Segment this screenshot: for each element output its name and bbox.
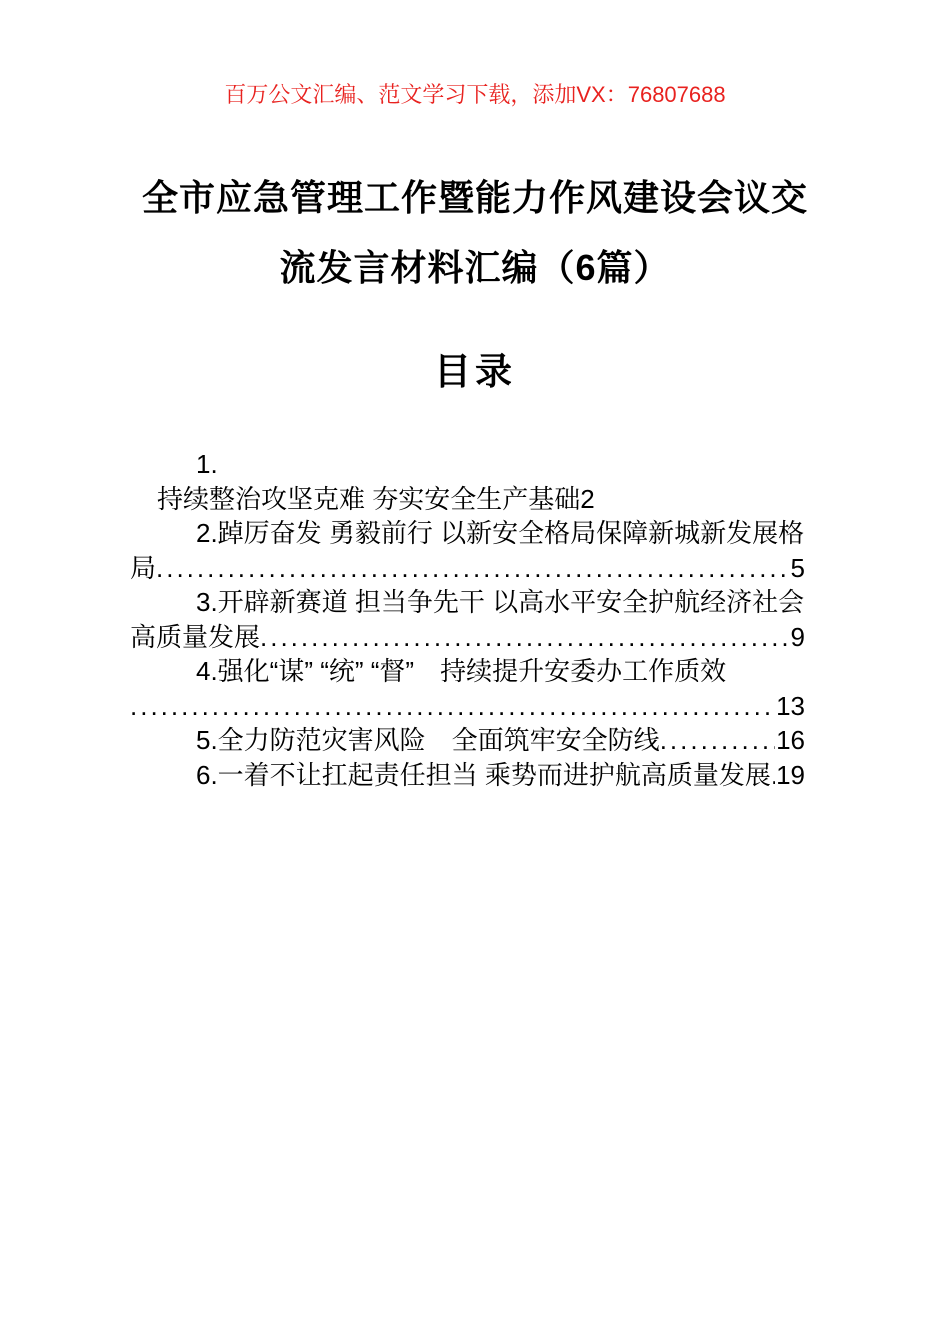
- document-title: [0, 163, 950, 303]
- toc-entry-5[interactable]: [130, 723, 805, 758]
- toc-entry-3-page-number: 9: [790, 621, 805, 652]
- toc-entry-6-page-number: 19: [776, 759, 805, 790]
- dot-leader: [130, 689, 775, 724]
- toc-entry-3-text: 高质量发展: [130, 621, 261, 652]
- dot-leader: [156, 551, 790, 586]
- toc-entry-1-title[interactable]: 持续整治攻坚克难 夯实安全生产基础2: [157, 483, 595, 514]
- toc-entry-4-line1[interactable]: 4.强化“谋” “统” “督” 持续提升安委办工作质效: [196, 656, 727, 686]
- toc-entry-5-page-number: 16: [776, 725, 805, 755]
- toc-heading: 目录: [434, 351, 516, 392]
- toc-entry-3-line1[interactable]: 3.开辟新赛道 担当争先干 以高水平安全护航经济社会: [196, 587, 805, 617]
- toc-entry-5-text: 5.全力防范灾害风险 全面筑牢安全防线: [196, 725, 660, 755]
- document-title-line2: 流发言材料汇编（6篇）: [279, 247, 671, 288]
- toc-entry-2-line1[interactable]: 2.踔厉奋发 勇毅前行 以新安全格局保障新城新发展格: [196, 518, 805, 548]
- dot-leader: [660, 723, 775, 758]
- toc-entry-4-page-number: 13: [776, 690, 805, 721]
- toc-entry-3-line2[interactable]: [130, 620, 805, 655]
- toc-list: [130, 447, 805, 792]
- toc-entry-6[interactable]: [130, 758, 805, 793]
- toc-entry-2-page-number: 5: [790, 552, 805, 583]
- toc-entry-6-text: 6.一着不让扛起责任担当 乘势而进护航高质量发展: [196, 759, 771, 790]
- document-title-line1: 全市应急管理工作暨能力作风建设会议交: [141, 177, 808, 218]
- toc-entry-2-text: 局: [130, 552, 157, 583]
- dot-leader: [260, 620, 790, 655]
- toc-entry-2-line2[interactable]: [130, 551, 805, 586]
- toc-entry-4-line2[interactable]: [130, 689, 805, 724]
- promo-banner: 百万公文汇编、范文学习下载，添加VX：76807688: [224, 82, 726, 107]
- toc-entry-1-number[interactable]: 1.: [196, 449, 218, 479]
